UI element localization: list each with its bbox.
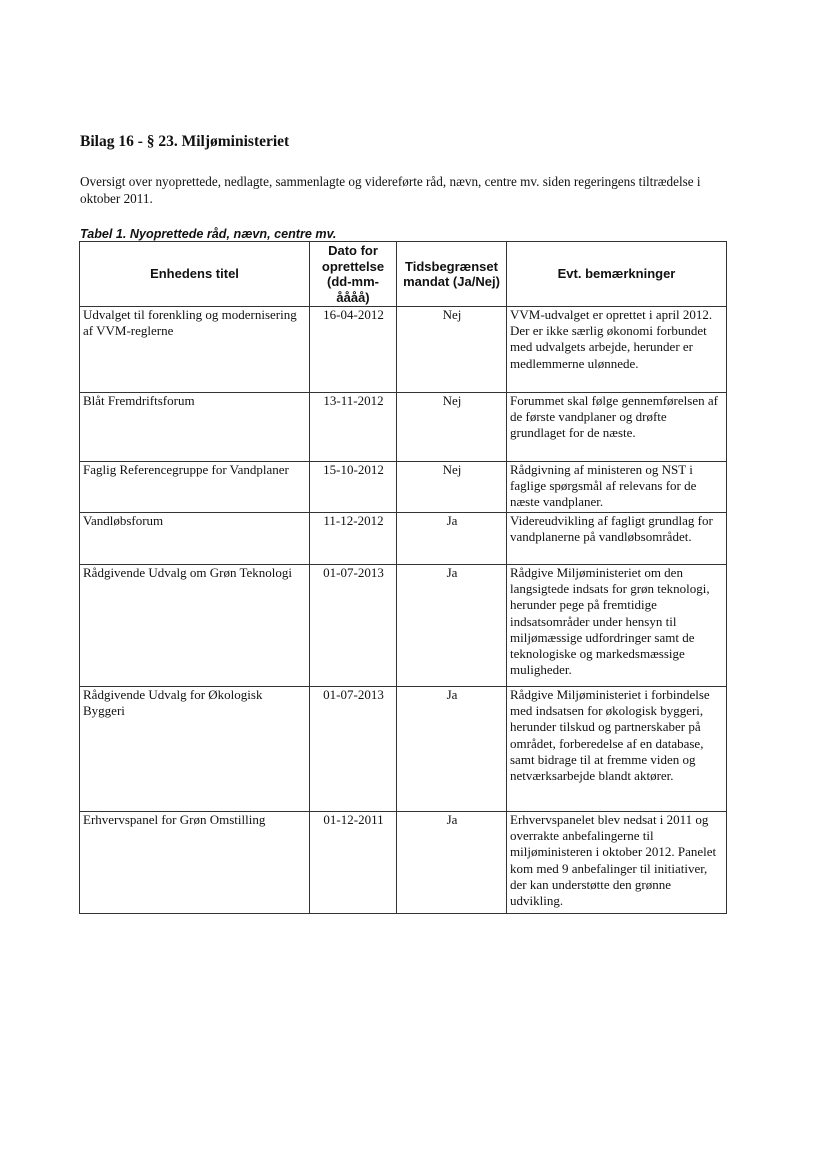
cell-mandate: Nej xyxy=(397,393,507,462)
cell-mandate: Nej xyxy=(397,307,507,393)
cell-date: 01-07-2013 xyxy=(310,565,397,687)
cell-remarks: Forummet skal følge gennemførelsen af de første vandplaner og drøfte grundlaget for de næste. xyxy=(507,393,727,462)
table-row xyxy=(80,307,727,393)
table-row xyxy=(80,565,727,687)
cell-date: 16-04-2012 xyxy=(310,307,397,393)
cell-title: Rådgivende Udvalg for Økologisk Byggeri xyxy=(80,687,310,812)
cell-date: 15-10-2012 xyxy=(310,462,397,513)
cell-date: 01-07-2013 xyxy=(310,687,397,812)
councils-table xyxy=(79,241,727,914)
cell-date: 01-12-2011 xyxy=(310,812,397,914)
table-row xyxy=(80,462,727,513)
cell-title: Faglig Referencegruppe for Vandplaner xyxy=(80,462,310,513)
table-row xyxy=(80,393,727,462)
table-header-row xyxy=(80,242,727,307)
cell-remarks: Erhvervspanelet blev nedsat i 2011 og overrakte anbefalingerne til miljøministeren i oktober 2012. Panelet kom med 9 anbefalinger til initiativer, der kan understøtte den grønne udvikling. xyxy=(507,812,727,914)
cell-mandate: Ja xyxy=(397,812,507,914)
cell-remarks: Rådgive Miljøministeriet i forbindelse med indsatsen for økologisk byggeri, herunder tilskud og partnerskaber på området, forberedelse af en database, samt bidrage til at fremme viden og netværksarbejde blandt aktører. xyxy=(507,687,727,812)
cell-mandate: Ja xyxy=(397,513,507,565)
header-title: Enhedens titel xyxy=(80,242,310,307)
header-mandate: Tidsbegrænset mandat (Ja/Nej) xyxy=(397,242,507,307)
cell-remarks: Rådgive Miljøministeriet om den langsigtede indsats for grøn teknologi, herunder pege på fremtidige indsatsområder under hensyn til miljømæssige udfordringer samt de teknologiske og markedsmæssige muligheder. xyxy=(507,565,727,687)
table-row xyxy=(80,513,727,565)
cell-remarks: Rådgivning af ministeren og NST i faglige spørgsmål af relevans for de næste vandplaner. xyxy=(507,462,727,513)
header-remarks: Evt. bemærkninger xyxy=(507,242,727,307)
cell-title: Vandløbsforum xyxy=(80,513,310,565)
header-date: Dato for oprettelse (dd-mm-åååå) xyxy=(310,242,397,307)
cell-mandate: Nej xyxy=(397,462,507,513)
cell-mandate: Ja xyxy=(397,565,507,687)
cell-title: Rådgivende Udvalg om Grøn Teknologi xyxy=(80,565,310,687)
cell-title: Udvalget til forenkling og modernisering af VVM-reglerne xyxy=(80,307,310,393)
cell-remarks: Videreudvikling af fagligt grundlag for vandplanerne på vandløbsområdet. xyxy=(507,513,727,565)
cell-remarks: VVM-udvalget er oprettet i april 2012. Der er ikke særlig økonomi forbundet med udvalgets arbejde, herunder er medlemmerne ulønnede. xyxy=(507,307,727,393)
table-caption: Tabel 1. Nyoprettede råd, nævn, centre mv. xyxy=(80,227,337,241)
table-row xyxy=(80,687,727,812)
intro-paragraph: Oversigt over nyoprettede, nedlagte, sammenlagte og videreførte råd, nævn, centre mv. siden regeringens tiltrædelse i oktober 2011. xyxy=(80,174,701,206)
cell-date: 13-11-2012 xyxy=(310,393,397,462)
cell-title: Blåt Fremdriftsforum xyxy=(80,393,310,462)
table-row xyxy=(80,812,727,914)
cell-date: 11-12-2012 xyxy=(310,513,397,565)
cell-title: Erhvervspanel for Grøn Omstilling xyxy=(80,812,310,914)
page-title: Bilag 16 - § 23. Miljøministeriet xyxy=(80,133,290,150)
cell-mandate: Ja xyxy=(397,687,507,812)
